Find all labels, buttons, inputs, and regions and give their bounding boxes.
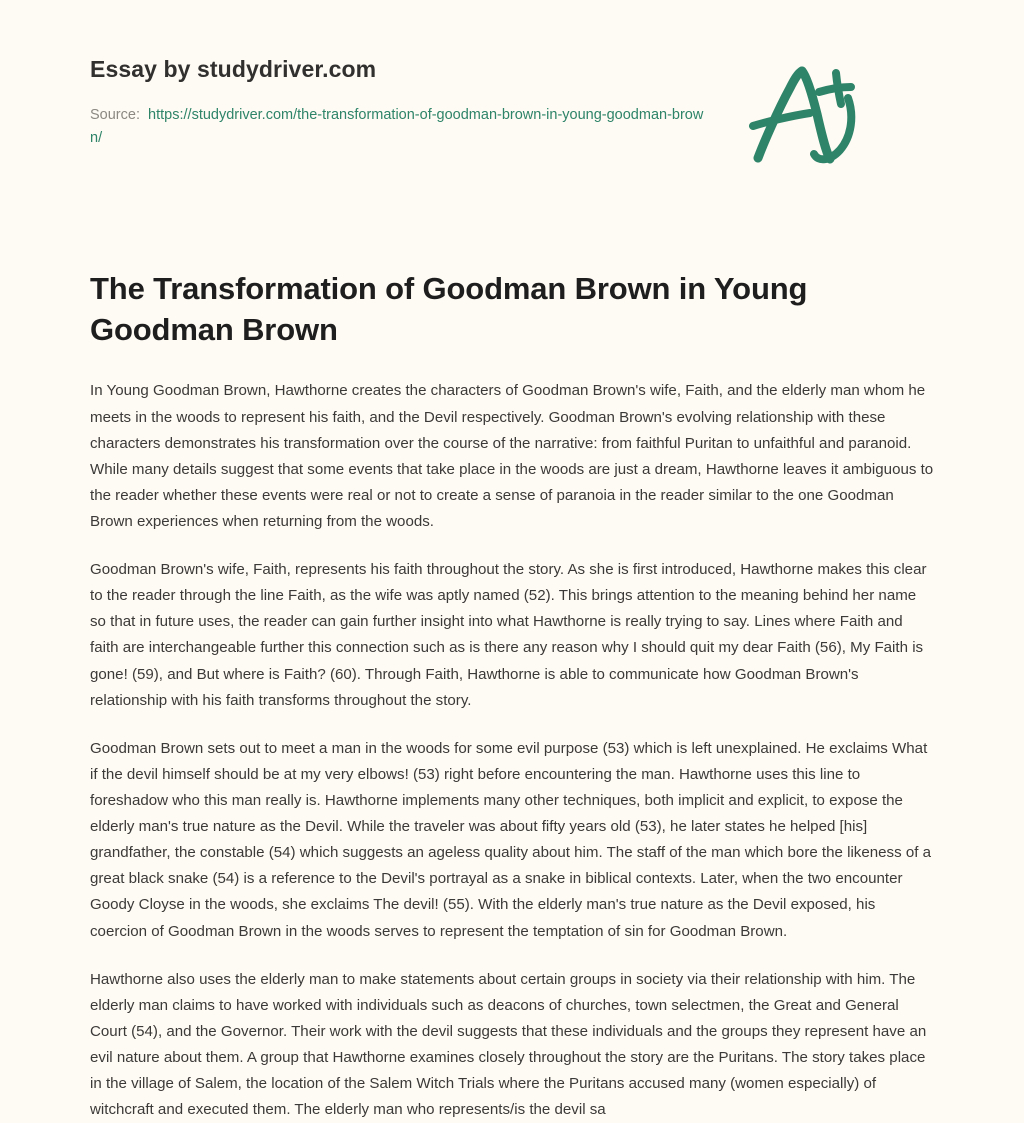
studydriver-logo[interactable] (744, 58, 864, 170)
source-line (90, 104, 710, 151)
site-byline: Essay by studydriver.com (90, 56, 377, 82)
a-plus-icon (744, 58, 864, 170)
page-header (90, 0, 934, 172)
source-url-link[interactable]: https://studydriver.com/the-transformation-of-goodman-brown-in-young-goodman-brown/ (90, 106, 704, 147)
body-paragraph: Goodman Brown's wife, Faith, represents his faith throughout the story. As she is first introduced, Hawthorne makes this clear to the reader through the line Faith, as the wife was aptly named (52). This brings attention to the meaning behind her name so that in future uses, the reader can gain further insight into what Hawthorne is really trying to say. Lines where Faith and faith are interchangeable further this connection such as is there any reason why I should quit my dear Faith (56), My Faith is gone! (59), and But where is Faith? (60). Through Faith, Hawthorne is able to communicate how Goodman Brown's relationship with his faith transforms throughout the story. (90, 561, 927, 709)
body-paragraph: Hawthorne also uses the elderly man to make statements about certain groups in society via their relationship with him. The elderly man claims to have worked with individuals such as deacons of churches, town selectmen, the Great and General Court (54), and the Governor. Their work with the devil suggests that these individuals and the groups they represent have an evil nature about them. A group that Hawthorne examines closely throughout the story are the Puritans. The story takes place in the village of Salem, the location of the Salem Witch Trials where the Puritans accused many (women especially) of witchcraft and executed them. The elderly man who represents/is the devil sa (90, 970, 927, 1119)
page-title: The Transformation of Goodman Brown in Young Goodman Brown (90, 271, 808, 348)
source-label: Source: (90, 106, 140, 123)
body-paragraph: Goodman Brown sets out to meet a man in the woods for some evil purpose (53) which is left unexplained. He exclaims What if the devil himself should be at my very elbows! (53) right before encountering the man. Hawthorne uses this line to foreshadow who this man really is. Hawthorne implements many other techniques, both implicit and explicit, to expose the elderly man's true nature as the Devil. While the traveler was about fifty years old (53), he later states he helped [his] grandfather, the constable (54) which suggests an ageless quality about him. The staff of the man which bore the likeness of a great black snake (54) is a reference to the Devil's portrayal as a snake in biblical contexts. Later, when the two encounter Goody Cloyse in the woods, she exclaims The devil! (55). With the elderly man's true nature as the Devil exposed, his coercion of Goodman Brown in the woods serves to represent the temptation of sin for Goodman Brown. (90, 739, 932, 940)
article-body (90, 378, 934, 1123)
body-paragraph: In Young Goodman Brown, Hawthorne creates the characters of Goodman Brown's wife, Faith, and the elderly man whom he meets in the woods to represent his faith, and the Devil respectively. Goodman Brown's evolving relationship with these characters demonstrates his transformation over the course of the narrative: from faithful Puritan to unfaithful and paranoid. While many details suggest that some events that take place in the woods are just a dream, Hawthorne leaves it ambiguous to the reader whether these events were real or not to create a sense of paranoia in the reader similar to the one Goodman Brown experiences when returning from the woods. (90, 382, 934, 530)
